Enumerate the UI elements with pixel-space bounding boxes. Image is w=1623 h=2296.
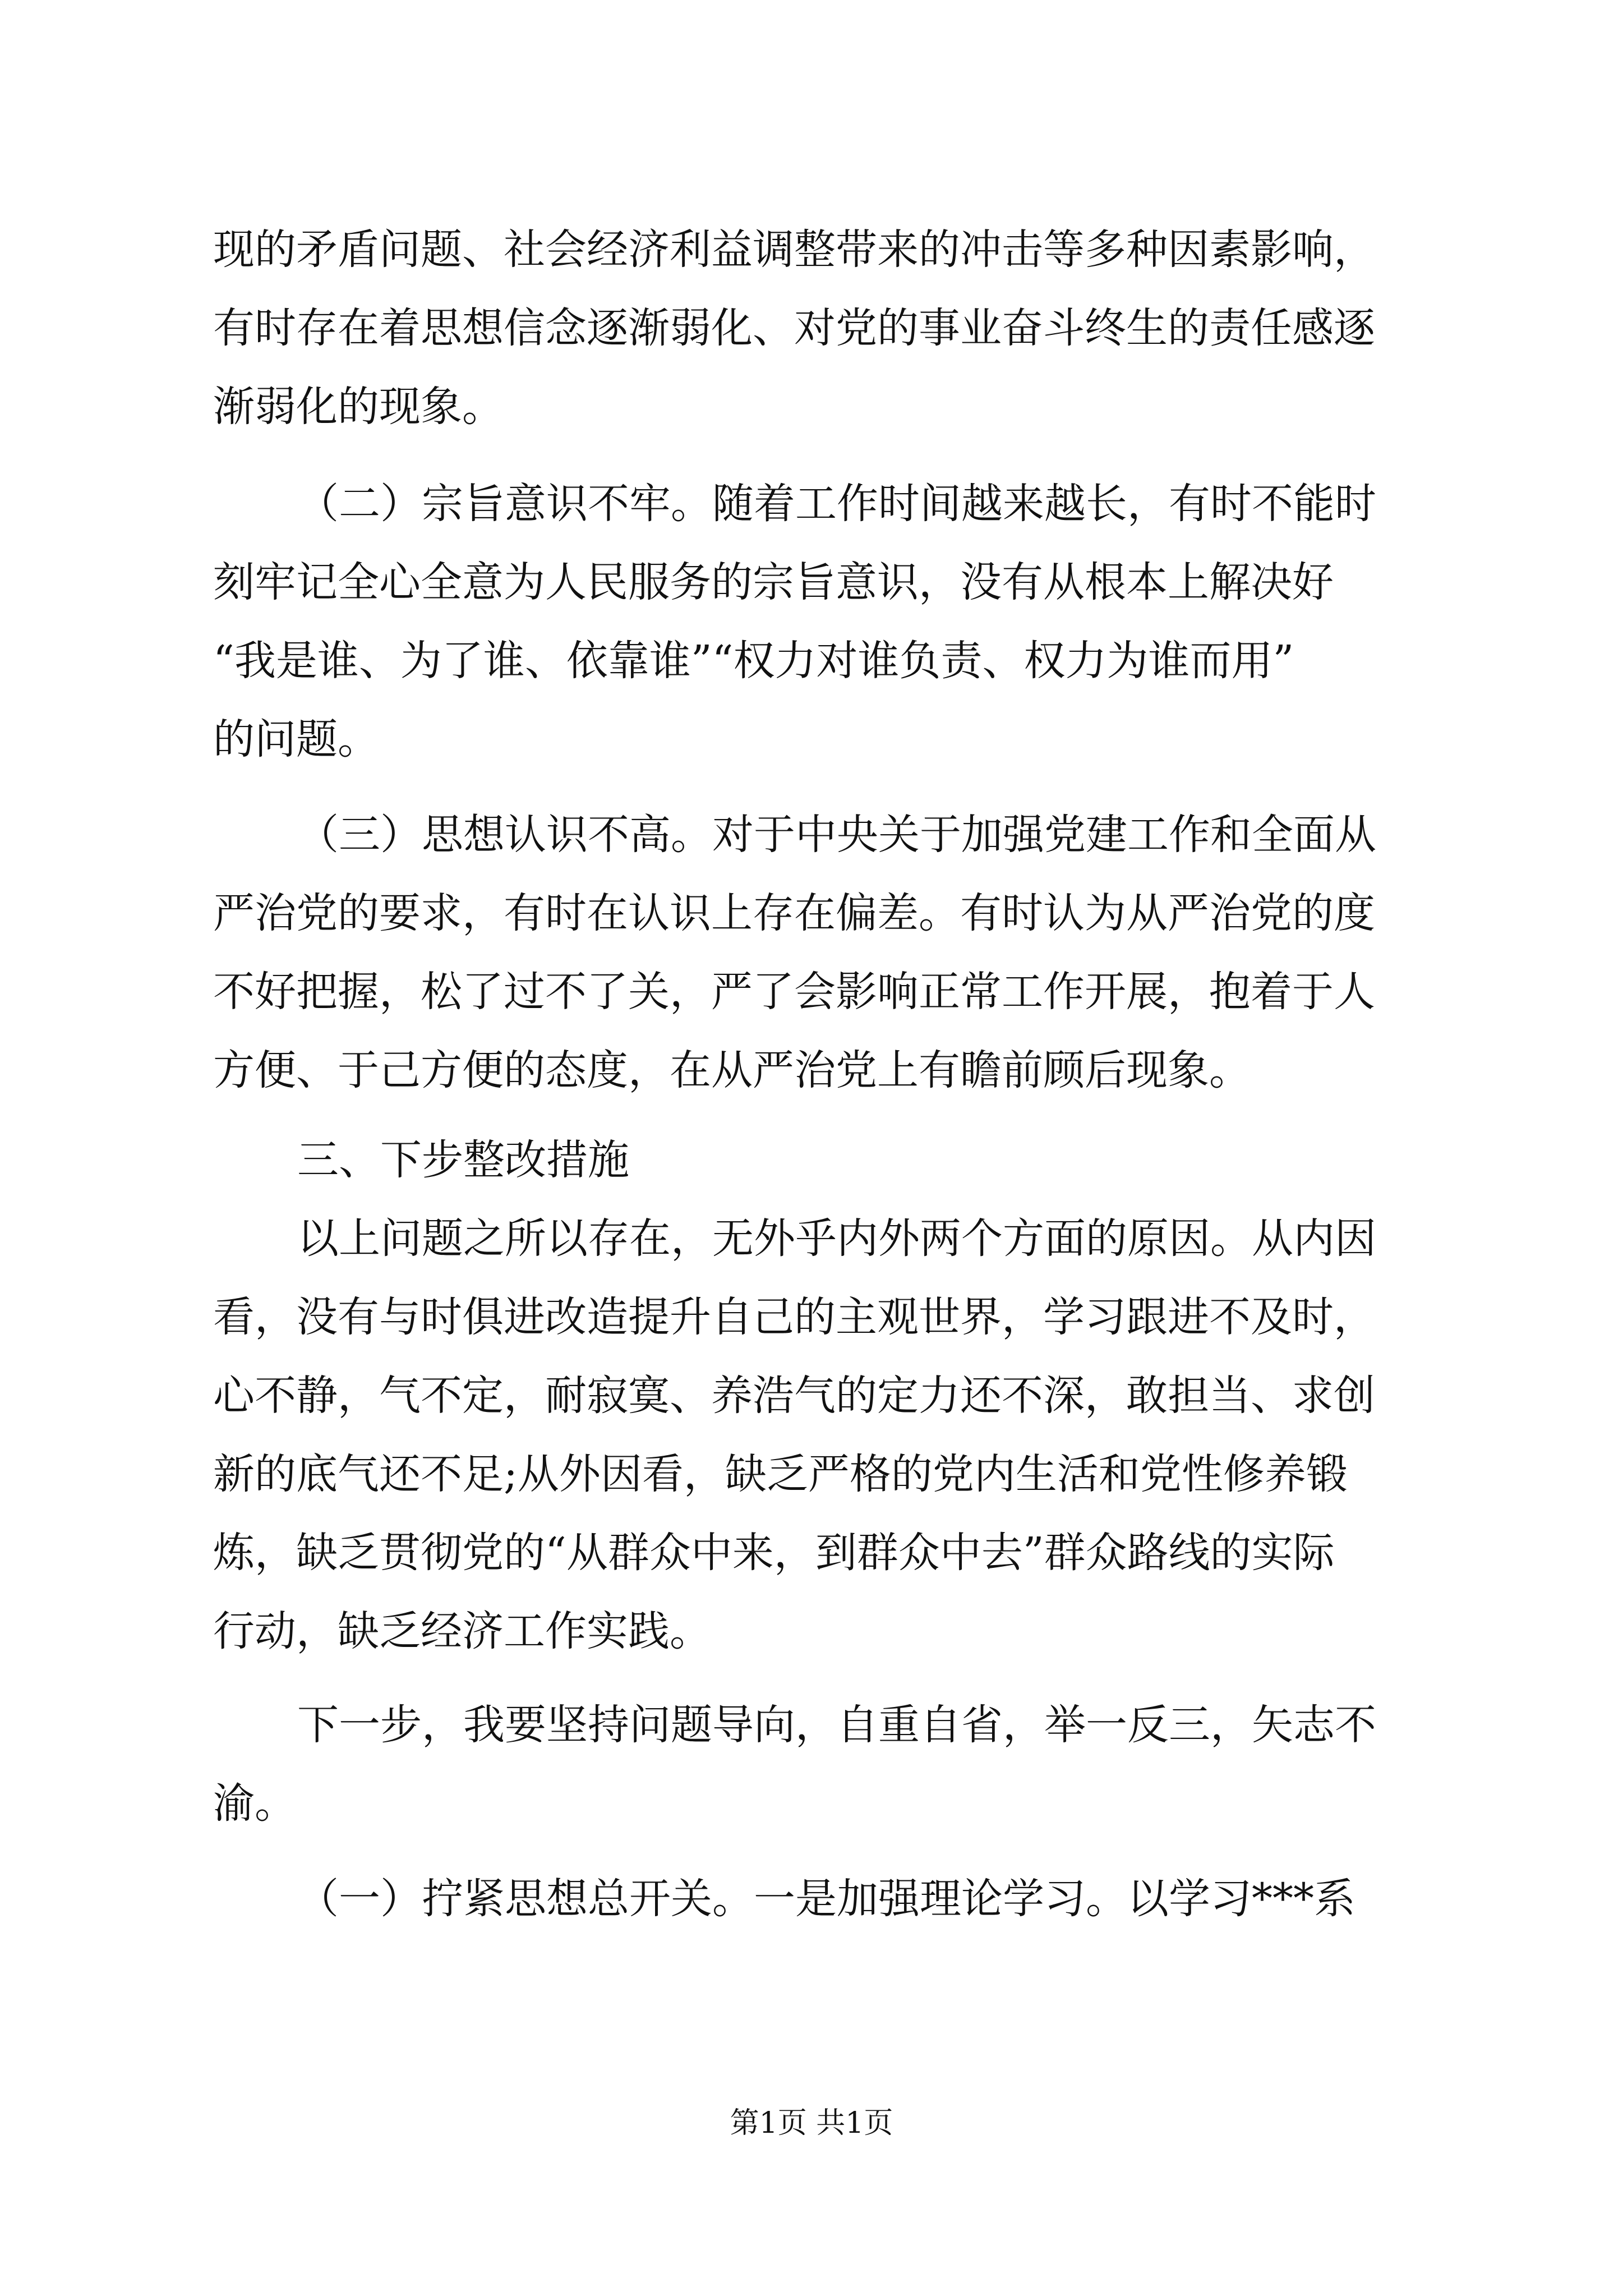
text-line: 行动，缺乏经济工作实践。 bbox=[213, 1607, 711, 1655]
text-line: 炼，缺乏贯彻党的“从群众中来，到群众中去”群众路线的实际 bbox=[213, 1529, 1335, 1577]
text-line: （二）宗旨意识不牢。随着工作时间越来越长，有时不能时 bbox=[297, 480, 1376, 528]
text-line: 新的底气还不足;从外因看，缺乏严格的党内生活和党性修养锻 bbox=[213, 1450, 1348, 1498]
text-line: 不好把握，松了过不了关，严了会影响正常工作开展，抱着于人 bbox=[213, 968, 1375, 1016]
text-line: （三）思想认识不高。对于中央关于加强党建工作和全面从 bbox=[297, 811, 1376, 859]
text-line: （一）拧紧思想总开关。一是加强理论学习。以学习***系 bbox=[297, 1875, 1355, 1923]
text-line: 渐弱化的现象。 bbox=[213, 383, 504, 431]
text-line: 方便、于己方便的态度，在从严治党上有瞻前顾后现象。 bbox=[213, 1046, 1251, 1094]
text-line: 的问题。 bbox=[213, 715, 379, 763]
text-line: 现的矛盾问题、社会经济利益调整带来的冲击等多种因素影响， bbox=[213, 226, 1375, 274]
text-line: 有时存在着思想信念逐渐弱化、对党的事业奋斗终生的责任感逐 bbox=[213, 304, 1375, 352]
text-line: 心不静，气不定，耐寂寞、养浩气的定力还不深，敢担当、求创 bbox=[213, 1372, 1375, 1420]
page-footer: 第1页 共1页 bbox=[730, 2106, 893, 2140]
text-line: 以上问题之所以存在，无外乎内外两个方面的原因。从内因 bbox=[297, 1214, 1376, 1263]
text-line: 三、下步整改措施 bbox=[297, 1136, 629, 1184]
text-line: 渝。 bbox=[213, 1779, 296, 1828]
text-line: 看，没有与时俱进改造提升自己的主观世界，学习跟进不及时， bbox=[213, 1293, 1375, 1341]
text-line: 下一步，我要坚持问题导向，自重自省，举一反三，矢志不 bbox=[297, 1701, 1376, 1749]
text-line: “我是谁、为了谁、依靠谁”“权力对谁负责、权力为谁而用” bbox=[213, 637, 1294, 685]
text-line: 刻牢记全心全意为人民服务的宗旨意识，没有从根本上解决好 bbox=[213, 558, 1334, 606]
text-line: 严治党的要求，有时在认识上存在偏差。有时认为从严治党的度 bbox=[213, 889, 1375, 937]
